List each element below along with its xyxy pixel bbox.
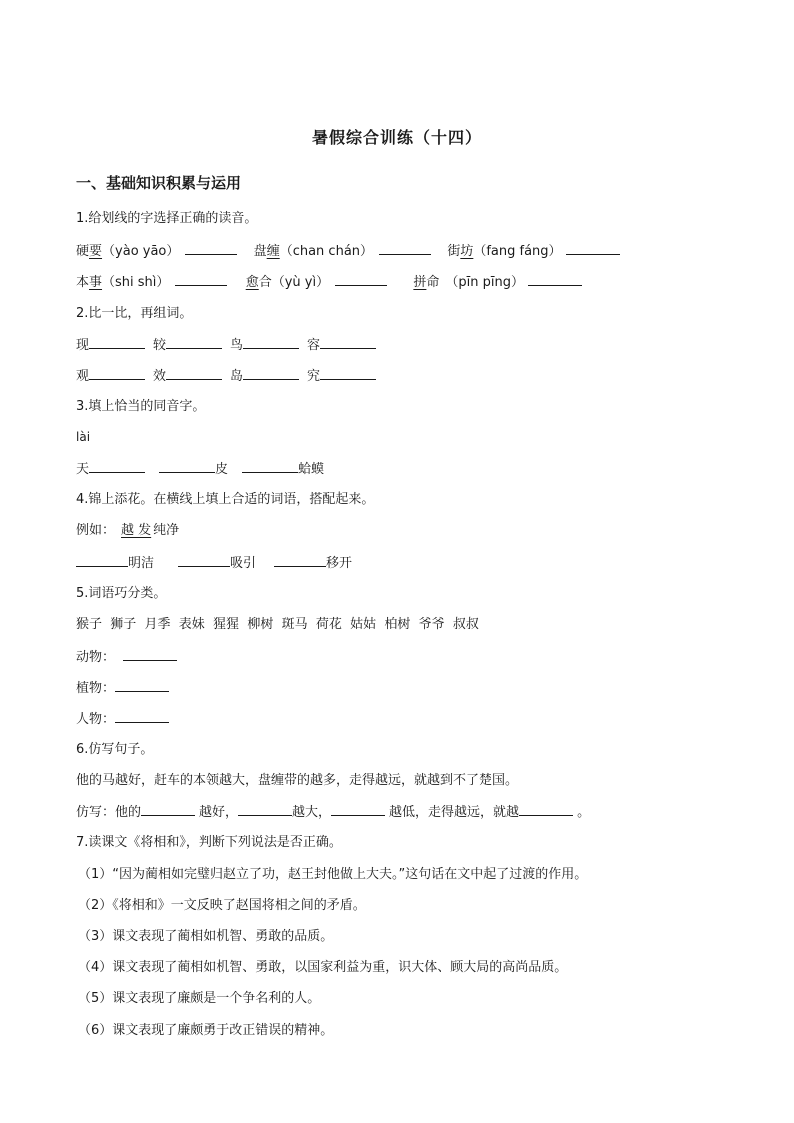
word-text: 吸引 (230, 556, 257, 571)
imitate-text: 越大， (292, 805, 332, 820)
example-fill: 越 发 (121, 523, 152, 538)
question-1-row-1 (76, 242, 620, 261)
example-word: 纯净 (153, 523, 180, 538)
category-plants (76, 679, 169, 698)
answer-blank[interactable] (331, 803, 385, 816)
char-text: 本 (76, 275, 90, 290)
answer-blank[interactable] (242, 460, 298, 473)
compare-char: 究 (307, 369, 321, 384)
answer-blank[interactable] (320, 367, 376, 380)
answer-blank[interactable] (166, 336, 222, 349)
question-2-row-2 (76, 367, 376, 386)
pinyin-options: （shi shì） (102, 275, 170, 290)
pinyin-options: （yào yāo） (102, 244, 180, 259)
question-1-row-2 (76, 273, 582, 292)
category-animals (76, 648, 177, 667)
page-title: 暑假综合训练（十四） (311, 128, 482, 147)
compare-char: 鸟 (230, 338, 244, 353)
char-text: 街 (447, 244, 461, 259)
pinyin-hint: lài (76, 430, 91, 444)
answer-blank[interactable] (175, 273, 227, 286)
example-label: 例如： (76, 523, 116, 538)
question-4-row (76, 554, 352, 573)
answer-blank[interactable] (89, 367, 145, 380)
answer-blank[interactable] (566, 242, 620, 255)
category-label: 动物： (76, 650, 116, 665)
imitate-text: 仿写：他的 (76, 805, 142, 820)
imitate-text: 越好， (199, 805, 239, 820)
word-text: 明洁 (128, 556, 155, 571)
answer-blank[interactable] (178, 554, 230, 567)
question-6-stem: 6.仿写句子。 (76, 742, 154, 757)
judge-item: （3）课文表现了蔺相如机智、勇敢的品质。 (78, 929, 334, 944)
answer-blank[interactable] (89, 460, 145, 473)
underlined-char: 事 (89, 275, 103, 290)
category-label: 植物： (76, 681, 116, 696)
question-2-row-1 (76, 336, 376, 355)
answer-blank[interactable] (243, 367, 299, 380)
question-4-stem: 4.锦上添花。在横线上填上合适的词语，搭配起来。 (76, 492, 375, 507)
compare-char: 效 (153, 369, 167, 384)
answer-blank[interactable] (115, 679, 169, 692)
pinyin-options: （pīn pīng） (445, 275, 525, 290)
imitate-text: 越低，走得越远，就越 (389, 805, 520, 820)
section-heading: 一、基础知识积累与运用 (76, 174, 242, 192)
pinyin-options: （chan chán） (279, 244, 374, 259)
category-label: 人物： (76, 712, 116, 727)
imitate-sentence (76, 803, 590, 822)
answer-blank[interactable] (123, 648, 177, 661)
answer-blank[interactable] (379, 242, 431, 255)
answer-blank[interactable] (159, 460, 215, 473)
char-text: 盘 (253, 244, 267, 259)
underlined-char: 缠 (266, 244, 280, 259)
judge-item: （4）课文表现了蔺相如机智、勇敢，以国家利益为重，识大体、顾大局的高尚品质。 (78, 960, 568, 975)
word-text: 移开 (326, 556, 353, 571)
compare-char: 观 (76, 369, 90, 384)
char-text: 硬 (76, 244, 90, 259)
compare-char: 现 (76, 338, 90, 353)
answer-blank[interactable] (166, 367, 222, 380)
answer-blank[interactable] (89, 336, 145, 349)
answer-blank[interactable] (238, 803, 292, 816)
compare-char: 岛 (230, 369, 244, 384)
question-4-example (76, 522, 179, 540)
model-sentence: 他的马越好，赶车的本领越大，盘缠带的越多，走得越远，就越到不了楚国。 (76, 773, 519, 788)
answer-blank[interactable] (243, 336, 299, 349)
answer-blank[interactable] (335, 273, 387, 286)
question-3-row (76, 460, 324, 479)
underlined-char: 坊 (460, 244, 474, 259)
word-text: 天 (76, 462, 90, 477)
word-text: 蛤蟆 (298, 462, 325, 477)
pinyin-options: （yù yì） (271, 275, 330, 290)
compare-char: 容 (307, 338, 321, 353)
answer-blank[interactable] (141, 803, 195, 816)
question-1-stem: 1.给划线的字选择正确的读音。 (76, 211, 258, 226)
imitate-text: 。 (577, 805, 591, 820)
pinyin-options: （fang fáng） (473, 244, 562, 259)
answer-blank[interactable] (320, 336, 376, 349)
judge-item: （5）课文表现了廉颇是一个争名利的人。 (78, 991, 321, 1006)
word-text: 皮 (215, 462, 229, 477)
question-7-stem: 7.读课文《将相和》，判断下列说法是否正确。 (76, 835, 342, 850)
answer-blank[interactable] (519, 803, 573, 816)
underlined-char: 拼 (413, 275, 427, 290)
answer-blank[interactable] (115, 710, 169, 723)
category-people (76, 710, 169, 729)
answer-blank[interactable] (274, 554, 326, 567)
judge-item: （2）《将相和》一文反映了赵国将相之间的矛盾。 (78, 898, 366, 913)
char-text: 命 (426, 275, 440, 290)
compare-char: 较 (153, 338, 167, 353)
underlined-char: 愈 (245, 275, 259, 290)
answer-blank[interactable] (528, 273, 582, 286)
answer-blank[interactable] (76, 554, 128, 567)
word-list: 猴子 狮子 月季 表妹 猩猩 柳树 斑马 荷花 姑姑 柏树 爷爷 叔叔 (76, 617, 479, 632)
question-2-stem: 2.比一比，再组词。 (76, 306, 193, 321)
answer-blank[interactable] (185, 242, 237, 255)
underlined-char: 要 (89, 244, 103, 259)
question-5-stem: 5.词语巧分类。 (76, 586, 167, 601)
question-3-stem: 3.填上恰当的同音字。 (76, 399, 206, 414)
char-text: 合 (258, 275, 272, 290)
judge-item: （6）课文表现了廉颇勇于改正错误的精神。 (78, 1023, 334, 1038)
judge-item: （1）“因为蔺相如完璧归赵立了功，赵王封他做上大夫。”这句话在文中起了过渡的作用。 (78, 867, 588, 882)
